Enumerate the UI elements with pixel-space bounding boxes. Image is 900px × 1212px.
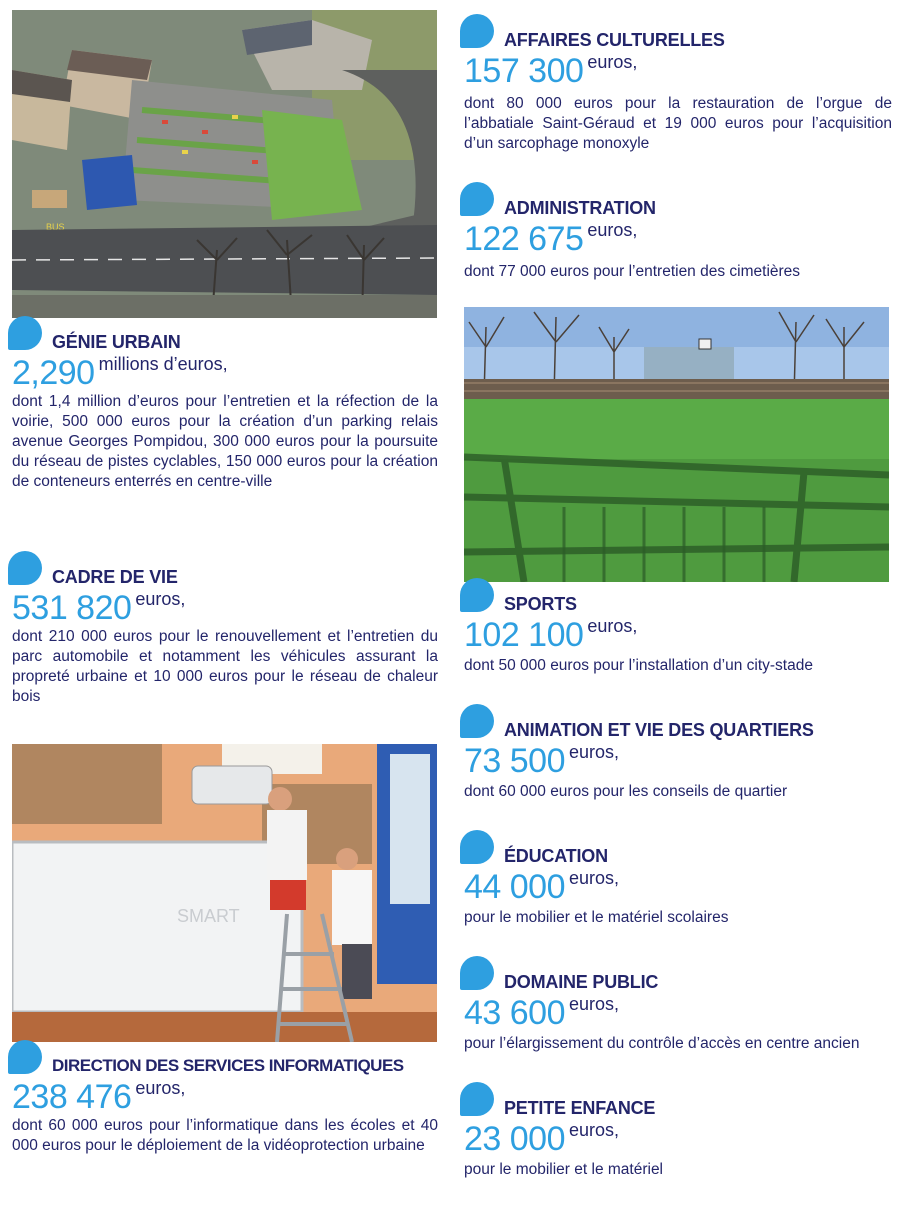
amount-value: 531 820	[12, 589, 132, 627]
section-bullet-icon	[460, 14, 494, 48]
amount-unit: euros,	[569, 994, 620, 1014]
amount-value: 102 100	[464, 616, 584, 654]
section-description: dont 1,4 million d’euros pour l’entretien et la réfection de la voirie, 500 000 euros pour la création d’un parking relais avenue Georges Pompidou, 300 000 euros pour la poursuite du réseau de pistes cyclables, 150 000 euros pour la création de conteneurs enterrés en centre-ville	[12, 393, 438, 490]
amount-unit: euros,	[587, 616, 638, 636]
smart-board-text: SMART	[177, 906, 240, 926]
section-description: dont 210 000 euros pour le renouvellement et l’entretien du parc automobile et notamment les véhicules assurant la propreté urbaine et 10 000 euros pour le réseau de chaleur bois	[12, 628, 438, 705]
amount-value: 238 476	[12, 1078, 132, 1116]
amount-unit: euros,	[569, 1120, 620, 1140]
section-description: dont 60 000 euros pour l’informatique dans les écoles et 40 000 euros pour le déploiement de la vidéoprotection urbaine	[12, 1117, 438, 1154]
bus-sign-text: BUS	[46, 222, 65, 232]
section-description: pour l’élargissement du contrôle d’accès en centre ancien	[464, 1035, 860, 1052]
section-title: GÉNIE URBAIN	[52, 332, 181, 352]
section-title: ANIMATION ET VIE DES QUARTIERS	[504, 720, 814, 740]
amount-row	[12, 589, 185, 628]
amount-value: 2,290	[12, 354, 95, 392]
amount-unit: euros,	[587, 220, 638, 240]
section-bullet-icon	[460, 956, 494, 990]
classroom-whiteboard-photo	[12, 744, 437, 1042]
amount-row	[464, 1120, 619, 1159]
amount-row	[464, 220, 637, 259]
amount-unit: euros,	[587, 52, 638, 72]
section-title: DIRECTION DES SERVICES INFORMATIQUES	[52, 1056, 404, 1075]
section-description: dont 50 000 euros pour l’installation d’un city-stade	[464, 657, 813, 674]
section-bullet-icon	[460, 1082, 494, 1116]
amount-row	[464, 616, 637, 655]
amount-unit: millions d’euros,	[98, 354, 228, 374]
amount-value: 23 000	[464, 1120, 565, 1158]
section-description: dont 60 000 euros pour les conseils de quartier	[464, 783, 788, 800]
amount-unit: euros,	[569, 742, 620, 762]
amount-value: 44 000	[464, 868, 565, 906]
amount-row	[12, 354, 228, 393]
amount-unit: euros,	[135, 589, 186, 609]
section-bullet-icon	[8, 316, 42, 350]
section-description: pour le mobilier et le matériel	[464, 1161, 664, 1178]
amount-value: 73 500	[464, 742, 565, 780]
section-title: ADMINISTRATION	[504, 198, 656, 218]
section-title: DOMAINE PUBLIC	[504, 972, 659, 992]
section-title: PETITE ENFANCE	[504, 1098, 656, 1118]
section-bullet-icon	[460, 830, 494, 864]
section-bullet-icon	[460, 182, 494, 216]
amount-row	[464, 994, 619, 1033]
section-title: AFFAIRES CULTURELLES	[504, 30, 725, 50]
section-title: ÉDUCATION	[504, 846, 608, 866]
section-bullet-icon	[460, 704, 494, 738]
section-title: CADRE DE VIE	[52, 567, 178, 587]
amount-value: 157 300	[464, 52, 584, 90]
parking-aerial-photo	[12, 10, 437, 318]
section-bullet-icon	[8, 1040, 42, 1074]
amount-row	[12, 1078, 185, 1117]
amount-unit: euros,	[135, 1078, 186, 1098]
amount-row	[464, 868, 619, 907]
amount-unit: euros,	[569, 868, 620, 888]
amount-value: 43 600	[464, 994, 565, 1032]
section-description: dont 77 000 euros pour l’entretien des cimetières	[464, 263, 801, 280]
section-description: pour le mobilier et le matériel scolaires	[464, 909, 729, 926]
amount-value: 122 675	[464, 220, 584, 258]
section-title: SPORTS	[504, 594, 577, 614]
section-bullet-icon	[460, 578, 494, 612]
amount-row	[464, 742, 619, 781]
section-description: dont 80 000 euros pour la restauration de l’orgue de l’abbatiale Saint-Géraud et 19 000 euros pour l’acquisition d’un sarcophage monoxyle	[464, 95, 892, 152]
amount-row	[464, 52, 637, 91]
city-stade-photo	[464, 307, 889, 582]
section-bullet-icon	[8, 551, 42, 585]
